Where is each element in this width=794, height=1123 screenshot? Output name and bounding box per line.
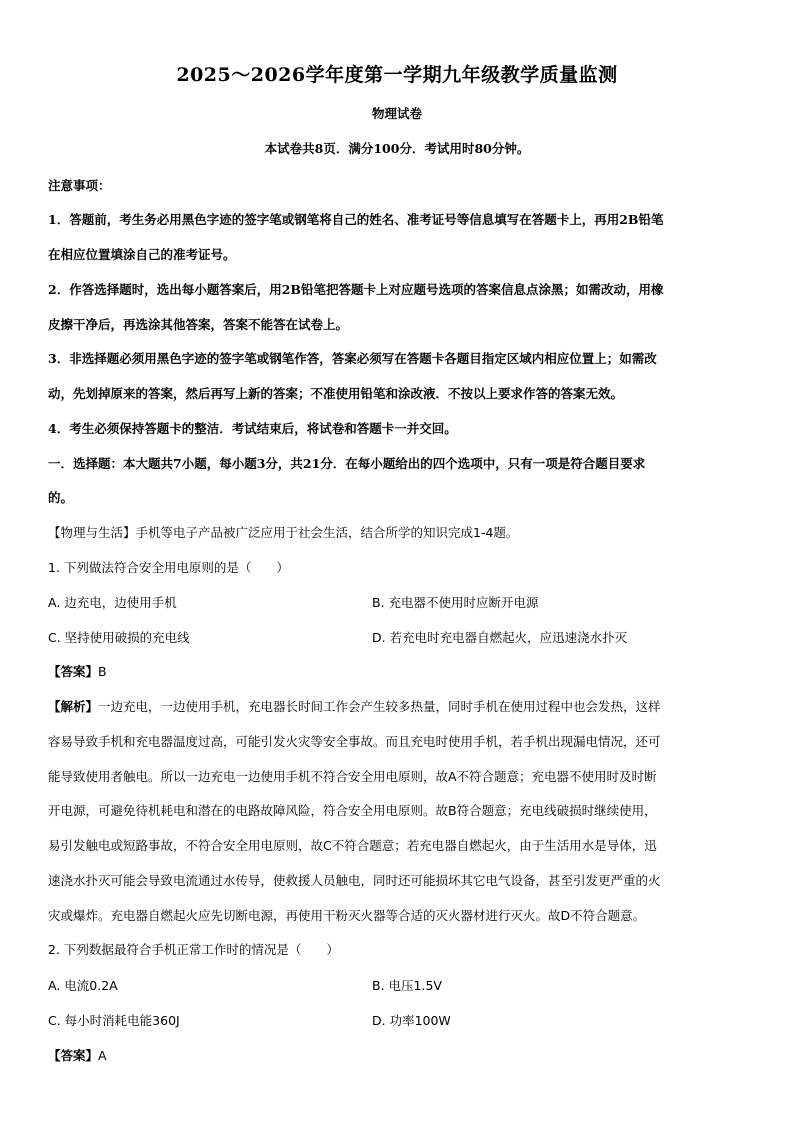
- q1-option-a: A. 边充电，边使用手机: [48, 595, 177, 610]
- q1-option-c: C. 坚持使用破损的充电线: [48, 630, 190, 645]
- notice-item-1-line-2: 在相应位置填涂自己的准考证号。: [48, 247, 236, 262]
- answer-value: B: [98, 664, 107, 679]
- q1-analysis-line-1: [48, 697, 748, 715]
- section-1-heading-line-2: 的。: [48, 490, 74, 505]
- answer-tag: 【答案】: [48, 1048, 99, 1063]
- notice-item-4: 4．考生必须保持答题卡的整洁．考试结束后，将试卷和答题卡一并交回。: [48, 421, 457, 436]
- q1-analysis-line-2: 容易导致手机和充电器温度过高，可能引发火灾等安全事故。而且充电时使用手机，若手机出现漏电情况，还可: [48, 734, 661, 749]
- subject-title: 物理试卷: [371, 106, 422, 121]
- notice-item-3-line-2: 动，先划掉原来的答案，然后再写上新的答案；不准使用铅笔和涂改液．不按以上要求作答的答案无效。: [48, 386, 624, 401]
- q1-answer: [48, 662, 748, 680]
- notice-item-1-line-1: 1．答题前，考生务必用黑色字迹的签字笔或钢笔将自己的姓名、准考证号等信息填写在答题卡上，再用2B铅笔: [48, 212, 664, 227]
- exam-info: 本试卷共8页．满分100分．考试用时80分钟。: [264, 141, 530, 156]
- context-paragraph: 【物理与生活】手机等电子产品被广泛应用于社会生活，结合所学的知识完成1-4题。: [48, 525, 519, 540]
- q1-analysis-line-3: 能导致使用者触电。所以一边充电一边使用手机不符合安全用电原则，故A不符合题意；充电器不使用时及时断: [48, 769, 657, 784]
- q1-analysis-line-7: 灾或爆炸。充电器自燃起火应先切断电源，再使用干粉灭火器等合适的灭火器材进行灭火。故D不符合题意。: [48, 908, 646, 923]
- exam-title: 2025～2026学年度第一学期九年级教学质量监测: [176, 64, 618, 86]
- q1-analysis-line-5: 易引发触电或短路事故，不符合安全用电原则，故C不符合题意；若充电器自燃起火，由于生活用水是导体，迅: [48, 838, 657, 853]
- q2-option-a: A. 电流0.2A: [48, 978, 118, 993]
- notice-item-2-line-1: 2．作答选择题时，选出每小题答案后，用2B铅笔把答题卡上对应题号选项的答案信息点涂黑；如需改动，用橡: [48, 282, 664, 297]
- notice-item-3-line-1: 3．非选择题必须用黑色字迹的签字笔或钢笔作答，答案必须写在答题卡各题目指定区域内相应位置上；如需改: [48, 351, 657, 366]
- answer-tag: 【答案】: [48, 664, 99, 679]
- analysis-text: 一边充电，一边使用手机，充电器长时间工作会产生较多热量，同时手机在使用过程中也会发热，这样: [98, 699, 661, 714]
- q2-stem: 2. 下列数据最符合手机正常工作时的情况是（ ）: [48, 942, 339, 957]
- section-1-heading-line-1: 一．选择题：本大题共7小题，每小题3分，共21分．在每小题给出的四个选项中，只有一项是符合题目要求: [48, 456, 646, 471]
- notice-item-2-line-2: 皮擦干净后，再选涂其他答案，答案不能答在试卷上。: [48, 317, 349, 332]
- q1-analysis-line-4: 开电源，可避免待机耗电和潜在的电路故障风险，符合安全用电原则。故B符合题意；充电线破损时继续使用，: [48, 803, 657, 818]
- q1-option-d: D. 若充电时充电器自燃起火，应迅速浇水扑灭: [372, 630, 628, 645]
- q2-answer: [48, 1046, 748, 1064]
- analysis-tag: 【解析】: [48, 699, 99, 714]
- q1-analysis-line-6: 速浇水扑灭可能会导致电流通过水传导，使救援人员触电，同时还可能损坏其它电气设备，甚至引发更严重的火: [48, 873, 661, 888]
- answer-value: A: [98, 1048, 107, 1063]
- q1-stem: 1. 下列做法符合安全用电原则的是（ ）: [48, 560, 289, 575]
- q2-option-d: D. 功率100W: [372, 1013, 451, 1028]
- q2-option-b: B. 电压1.5V: [372, 978, 442, 993]
- q2-option-c: C. 每小时消耗电能360J: [48, 1013, 180, 1028]
- notice-heading: 注意事项：: [48, 178, 111, 193]
- q1-option-b: B. 充电器不使用时应断开电源: [372, 595, 539, 610]
